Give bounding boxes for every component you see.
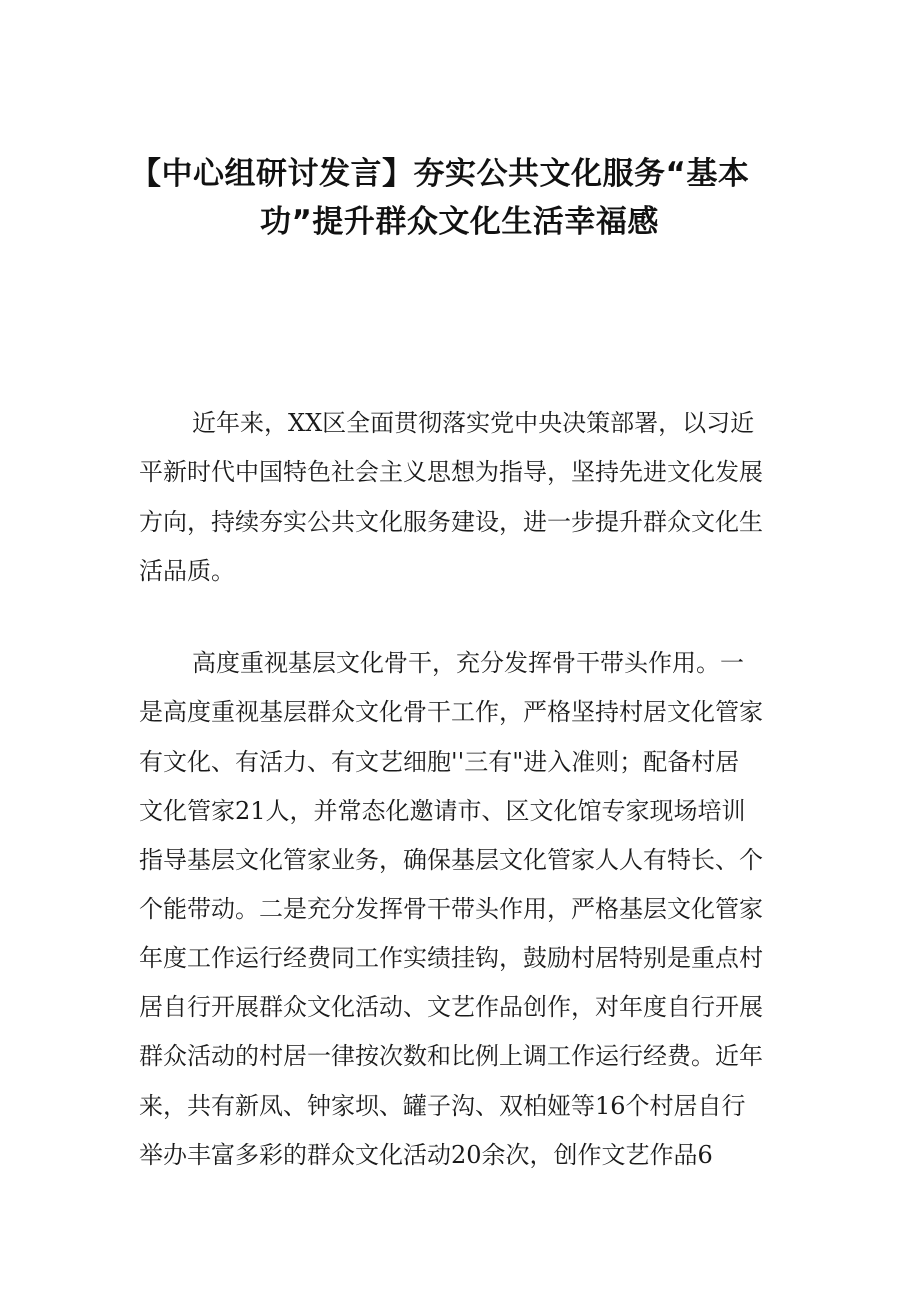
paragraph-1-line-1: 近年来，XX区全面贯彻落实党中央决策部署，以习近	[192, 409, 755, 437]
paragraph-2-line-2: 是高度重视基层群众文化骨干工作，严格坚持村居文化管家	[139, 698, 763, 726]
paragraph-2-line-10: 来，共有新凤、钟家坝、罐子沟、双柏娅等16个村居自行	[139, 1092, 746, 1120]
document-title-line-2: 功”提升群众文化生活幸福感	[260, 204, 659, 240]
paragraph-2-line-7: 年度工作运行经费同工作实绩挂钩，鼓励村居特别是重点村	[139, 944, 763, 972]
paragraph-1-line-2: 平新时代中国特色社会主义思想为指导，坚持先进文化发展	[139, 458, 763, 486]
paragraph-1-line-3: 方向，持续夯实公共文化服务建设，进一步提升群众文化生	[139, 508, 763, 536]
paragraph-2-line-3: 有文化、有活力、有文艺细胞''三有"进入准则；配备村居	[139, 748, 740, 776]
paragraph-2-line-4: 文化管家21人，并常态化邀请市、区文化馆专家现场培训	[139, 797, 746, 825]
paragraph-2-line-1: 高度重视基层文化骨干，充分发挥骨干带头作用。一	[192, 649, 744, 677]
paragraph-1-line-4: 活品质。	[139, 557, 235, 585]
paragraph-2-line-11: 举办丰富多彩的群众文化活动20余次，创作文艺作品6	[139, 1141, 713, 1169]
paragraph-2-line-9: 群众活动的村居一律按次数和比例上调工作运行经费。近年	[139, 1042, 763, 1070]
paragraph-2-line-8: 居自行开展群众文化活动、文艺作品创作，对年度自行开展	[139, 993, 763, 1021]
paragraph-2-line-5: 指导基层文化管家业务，确保基层文化管家人人有特长、个	[139, 846, 763, 874]
paragraph-2-line-6: 个能带动。二是充分发挥骨干带头作用，严格基层文化管家	[139, 895, 763, 923]
document-title-line-1: 【中心组研讨发言】夯实公共文化服务“基本	[130, 156, 750, 192]
